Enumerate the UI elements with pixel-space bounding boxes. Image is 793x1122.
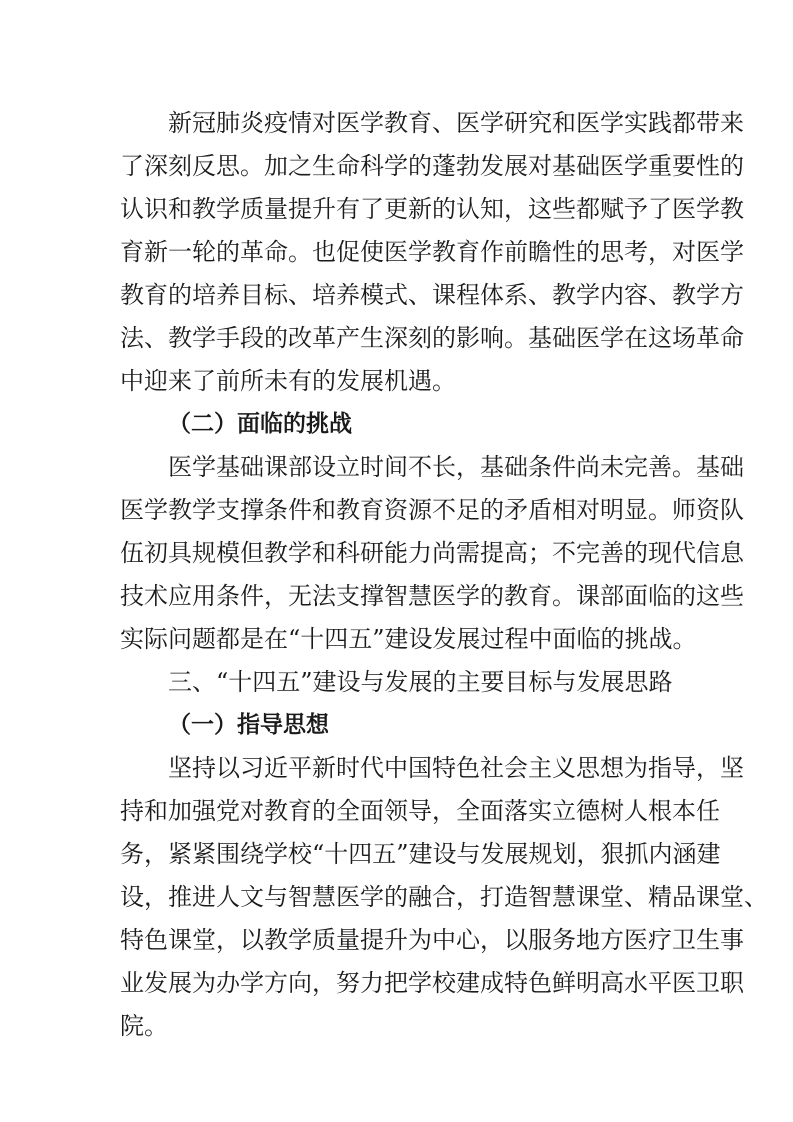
paragraph-line: 医学教学支撑条件和教育资源不足的矛盾相对明显。师资队: [120, 496, 744, 524]
paragraph-line: 了深刻反思。加之生命科学的蓬勃发展对基础医学重要性的: [120, 152, 744, 180]
paragraph-line: 中迎来了前所未有的发展机遇。: [120, 367, 456, 395]
paragraph-line: 伍初具规模但教学和科研能力尚需提高；不完善的现代信息: [120, 539, 744, 567]
paragraph-line: 医学基础课部设立时间不长，基础条件尚未完善。基础: [168, 453, 744, 481]
paragraph-line: 法、教学手段的改革产生深刻的影响。基础医学在这场革命: [120, 324, 744, 352]
section-heading: （二）面临的挑战: [168, 411, 352, 437]
paragraph-line: 院。: [120, 1012, 168, 1040]
paragraph-line: 新冠肺炎疫情对医学教育、医学研究和医学实践都带来: [168, 109, 744, 137]
paragraph-line: 育新一轮的革命。也促使医学教育作前瞻性的思考，对医学: [120, 238, 744, 266]
paragraph-line: 持和加强党对教育的全面领导，全面落实立德树人根本任: [120, 797, 720, 825]
paragraph-line: 技术应用条件，无法支撑智慧医学的教育。课部面临的这些: [120, 582, 744, 610]
paragraph-line: 务，紧紧围绕学校“十四五”建设与发展规划，狠抓内涵建: [120, 840, 721, 868]
paragraph-line: 坚持以习近平新时代中国特色社会主义思想为指导，坚: [168, 754, 744, 782]
paragraph-line: 实际问题都是在“十四五”建设发展过程中面临的挑战。: [120, 625, 697, 653]
paragraph-line: 业发展为办学方向，努力把学校建成特色鲜明高水平医卫职: [120, 969, 744, 997]
paragraph-line: 教育的培养目标、培养模式、课程体系、教学内容、教学方: [120, 281, 744, 309]
paragraph-line: 认识和教学质量提升有了更新的认知，这些都赋予了医学教: [120, 195, 744, 223]
paragraph-line: 特色课堂，以教学质量提升为中心，以服务地方医疗卫生事: [120, 926, 744, 954]
section-heading: （一）指导思想: [168, 712, 329, 738]
chapter-heading: 三、“十四五”建设与发展的主要目标与发展思路: [168, 668, 673, 696]
paragraph-line: 设，推进人文与智慧医学的融合，打造智慧课堂、精品课堂、: [120, 883, 768, 911]
